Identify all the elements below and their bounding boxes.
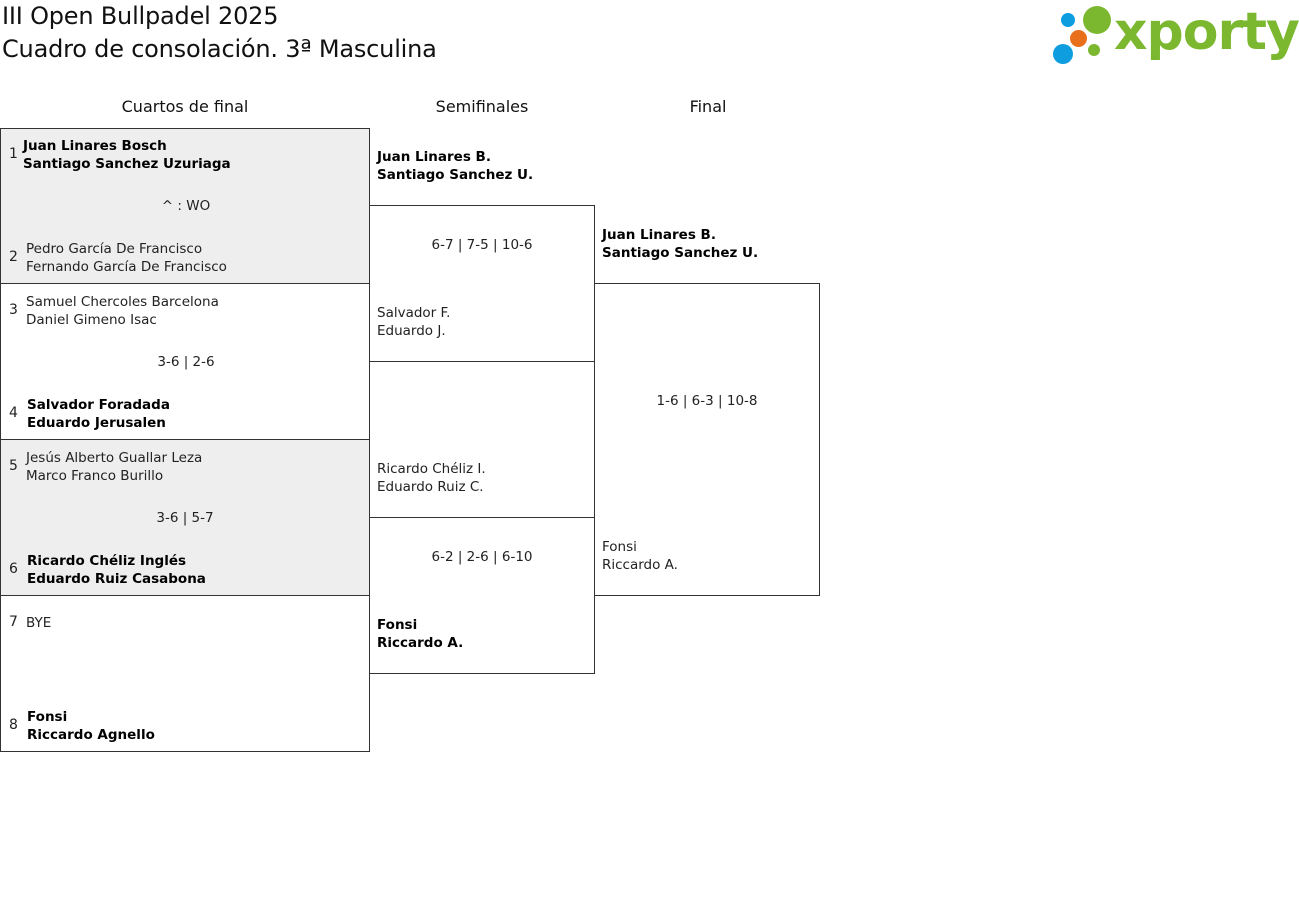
player-name: Riccardo A.	[602, 557, 678, 573]
match-score: 3-6 | 2-6	[157, 354, 215, 370]
player-name: Santiago Sanchez U.	[377, 167, 534, 183]
team-2-players	[26, 240, 227, 276]
round-header-final: Final	[689, 97, 727, 116]
player-name: Fonsi	[602, 539, 637, 555]
player-name: Riccardo Agnello	[27, 727, 155, 743]
seed-number: 7	[9, 614, 18, 630]
match-score: 3-6 | 5-7	[156, 510, 214, 526]
player-name: BYE	[26, 615, 52, 631]
player-name: Jesús Alberto Guallar Leza	[26, 450, 203, 466]
team-8-players	[27, 708, 155, 744]
player-name: Riccardo A.	[377, 635, 464, 651]
player-name: Fonsi	[27, 709, 68, 725]
player-name: Juan Linares B.	[602, 227, 716, 243]
sf1-team-top	[377, 148, 533, 184]
logo-wordmark: xporty	[1114, 2, 1299, 62]
player-name: Eduardo Jerusalen	[27, 415, 166, 431]
team-1-players	[23, 137, 231, 173]
sf1-team-bottom	[377, 304, 450, 340]
sf-match-2	[369, 517, 595, 674]
player-name: Juan Linares Bosch	[23, 138, 167, 154]
round-header-semifinals: Semifinales	[435, 97, 529, 116]
sf2-team-bottom	[377, 616, 463, 652]
seed-number: 4	[9, 405, 18, 421]
xporty-logo	[1052, 2, 1299, 68]
team-3-players	[26, 293, 219, 329]
final-team-top	[602, 226, 758, 262]
match-score: 6-7 | 7-5 | 10-6	[431, 237, 533, 253]
logo-green-dot	[1083, 6, 1111, 34]
final-match	[594, 283, 820, 596]
player-name: Fernando García De Francisco	[26, 259, 227, 275]
player-name: Marco Franco Burillo	[26, 468, 164, 484]
player-name: Eduardo Ruiz Casabona	[27, 571, 206, 587]
seed-number: 6	[9, 561, 18, 577]
round-header-quarterfinals: Cuartos de final	[121, 97, 249, 116]
player-name: Santiago Sanchez U.	[602, 245, 759, 261]
sf2-team-top	[377, 460, 486, 496]
player-name: Ricardo Chéliz I.	[377, 461, 486, 477]
qf-match-3	[0, 439, 370, 596]
player-name: Eduardo Ruiz C.	[377, 479, 484, 495]
match-score: 1-6 | 6-3 | 10-8	[656, 393, 758, 409]
seed-number: 3	[9, 302, 18, 318]
qf-match-2	[0, 283, 370, 440]
player-name: Santiago Sanchez Uzuriaga	[23, 156, 231, 172]
logo-blue-dot	[1061, 13, 1075, 27]
logo-orange-dot	[1070, 30, 1087, 47]
player-name: Fonsi	[377, 617, 418, 633]
tournament-title: III Open Bullpadel 2025	[2, 2, 279, 30]
player-name: Pedro García De Francisco	[26, 241, 203, 257]
player-name: Daniel Gimeno Isac	[26, 312, 157, 328]
player-name: Eduardo J.	[377, 323, 446, 339]
sf-match-1	[369, 205, 595, 362]
match-score: ^ : WO	[161, 198, 211, 214]
team-5-players	[26, 449, 202, 485]
player-name: Salvador F.	[377, 305, 451, 321]
team-7-players	[26, 614, 51, 632]
team-6-players	[27, 552, 206, 588]
player-name: Juan Linares B.	[377, 149, 491, 165]
player-name: Samuel Chercoles Barcelona	[26, 294, 219, 310]
seed-number: 2	[9, 249, 18, 265]
qf-match-4	[0, 595, 370, 752]
seed-number: 1	[9, 146, 18, 162]
player-name: Salvador Foradada	[27, 397, 170, 413]
player-name: Ricardo Chéliz Inglés	[27, 553, 187, 569]
team-4-players	[27, 396, 170, 432]
logo-green-dot-small	[1088, 44, 1100, 56]
qf-match-1	[0, 128, 370, 284]
seed-number: 8	[9, 717, 18, 733]
final-team-bottom	[602, 538, 678, 574]
seed-number: 5	[9, 458, 18, 474]
match-score: 6-2 | 2-6 | 6-10	[431, 549, 533, 565]
draw-subtitle: Cuadro de consolación. 3ª Masculina	[2, 35, 437, 63]
logo-blue-dot-large	[1053, 44, 1073, 64]
